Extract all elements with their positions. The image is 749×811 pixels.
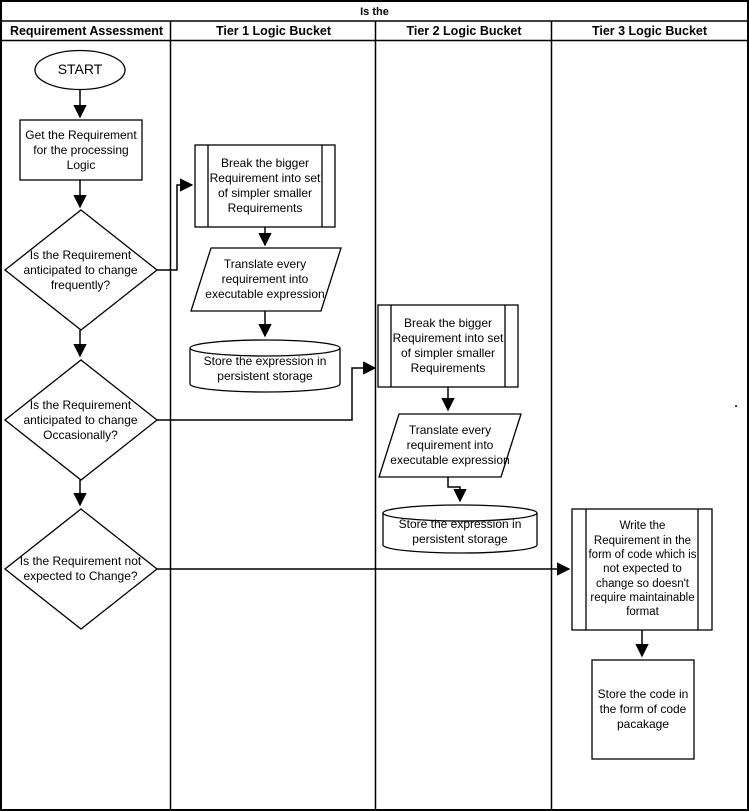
- tier2-store-label: Store the expression in persistent storage: [398, 517, 522, 546]
- arrow-tier2-translate-to-store: [448, 477, 460, 501]
- tier1-break-label: Break the bigger Requirement into set of simpler smaller Requirements: [209, 156, 321, 215]
- decision-occasional-label: Is the Requirement anticipated to change Occasionally?: [23, 397, 138, 442]
- decision-frequent-label: Is the Requirement anticipated to change frequently?: [23, 247, 138, 292]
- tier2-translate-label: Translate every requirement into executable expression: [390, 423, 510, 467]
- connectors: [80, 89, 642, 656]
- get-requirement-label: Get the Requirement for the processing Logic: [25, 127, 137, 172]
- diagram-title: Is the: [360, 5, 389, 18]
- tier2-break-label: Break the bigger Requirement into set of simpler smaller Requirements: [392, 316, 504, 375]
- lane-header-requirement-assessment: Requirement Assessment: [9, 24, 164, 38]
- decision-not-expected-label: Is the Requirement not expected to Change?: [19, 554, 142, 583]
- lane-header-tier2: Tier 2 Logic Bucket: [406, 24, 522, 38]
- lane-header-tier3: Tier 3 Logic Bucket: [591, 24, 708, 38]
- tier1-translate-label: Translate every requirement into executable expression: [205, 257, 325, 301]
- arrow-d1-to-tier1: [157, 185, 192, 270]
- tier3-store-label: Store the code in the form of code pacakage: [597, 687, 689, 731]
- tier3-write-label: Write the Requirement in the form of code which is not expected to change so doesn't require maintainable format: [588, 520, 697, 619]
- tier1-store-label: Store the expression in persistent storage: [203, 354, 327, 383]
- stray-dot: .: [734, 395, 738, 410]
- start-terminator-label: START: [57, 61, 103, 78]
- lane-header-tier1: Tier 1 Logic Bucket: [215, 24, 332, 38]
